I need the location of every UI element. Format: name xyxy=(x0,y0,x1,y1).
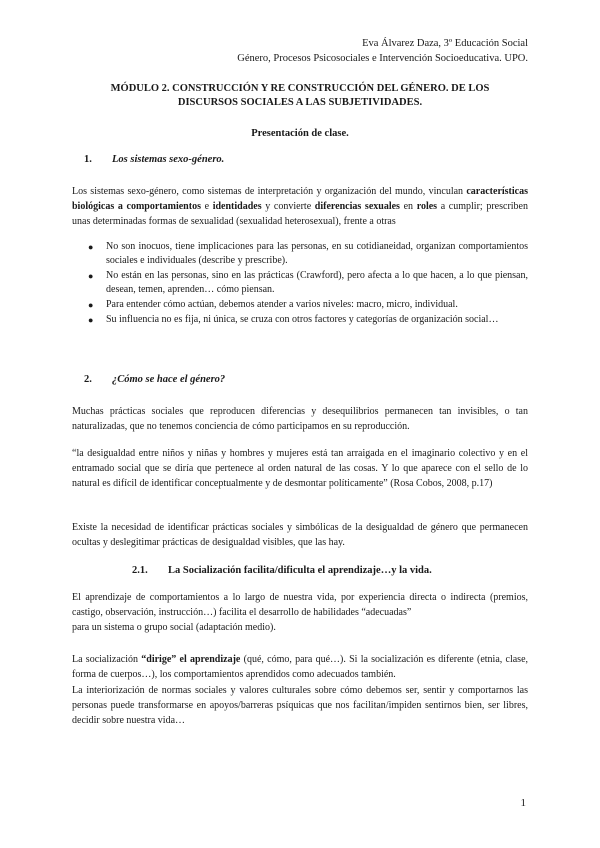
title-line-1: MÓDULO 2. CONSTRUCCIÓN Y RE CONSTRUCCIÓN DEL GÉNERO. DE LOS xyxy=(110,83,490,94)
section-2-1-title: La Socialización facilita/dificulta el aprendizaje…y la vida. xyxy=(168,565,432,576)
page-number: 1 xyxy=(520,797,526,809)
section-1-number: 1. xyxy=(84,154,92,165)
header-course: Género, Procesos Psicosociales e Intervención Socioeducativa. UPO. xyxy=(237,53,528,64)
section-1-bullet-list xyxy=(88,240,528,328)
list-item: ● No son inocuos, tiene implicaciones para las personas, en su cotidianeidad, organizan comportamientos sociales e individuales (describe y prescribe). xyxy=(88,240,528,268)
section-2-quote: “la desigualdad entre niños y niñas y hombres y mujeres está tan arraigada en el imaginario colectivo y en el entramado social que se diría que pertenece al orden natural de las cosas. Y lo que aparece con el sello de lo natural es difícil de identificar conceptualmente y de desmontar políticamente” (Rosa Cobos, 2008, p.17) xyxy=(72,448,528,489)
section-2-number: 2. xyxy=(84,374,92,385)
section-1-title: Los sistemas sexo-género. xyxy=(112,154,225,165)
list-item: ● No están en las personas, sino en las prácticas (Crawford), pero afecta a lo que hacen, a lo que piensan, desean, temen, aprenden… cómo piensan. xyxy=(88,269,528,297)
list-item: ● Su influencia no es fija, ni única, se cruza con otros factores y categorías de organización social… xyxy=(88,313,528,327)
section-2-1-paragraph-2: La socialización “dirige” el aprendizaje (qué, cómo, para qué…). Si la socialización es diferente (etnia, clase, forma de cuerpos…), los comportamientos aprendidos como adecuados también. xyxy=(72,654,529,680)
document-title xyxy=(60,82,540,110)
section-2-paragraph-2: Existe la necesidad de identificar prácticas sociales y simbólicas de la desigualdad de género que permanecen ocultas y deslegitimar prácticas de desigualdad visibles, que las hay. xyxy=(72,522,528,548)
title-line-2: DISCURSOS SOCIALES A LAS SUBJETIVIDADES. xyxy=(177,97,423,108)
section-2-title: ¿Cómo se hace el género? xyxy=(112,374,226,385)
section-2-1-heading xyxy=(132,565,432,576)
presentation-heading: Presentación de clase. xyxy=(251,128,349,139)
section-2-1-number: 2.1. xyxy=(132,565,148,576)
page-header xyxy=(237,36,528,66)
section-1-heading xyxy=(84,154,224,165)
section-2-heading xyxy=(84,374,225,385)
section-2-paragraph-1: Muchas prácticas sociales que reproducen diferencias y desequilibrios permanecen tan invisibles, o tan naturalizadas, que no tenemos conciencia de cómo participamos en su reproducción. xyxy=(72,406,528,432)
list-item: ● Para entender cómo actúan, debemos atender a varios niveles: macro, micro, individual. xyxy=(88,298,528,312)
section-1-paragraph: Los sistemas sexo-género, como sistemas de interpretación y organización del mundo, vinculan características biológicas a comportamientos e identidades y convierte diferencias sexuales en roles a cumplir; prescriben unas determinadas formas de sexualidad (sexualidad heterosexual), frente a otras xyxy=(72,186,528,227)
header-author: Eva Álvarez Daza, 3º Educación Social xyxy=(362,38,528,49)
section-2-1-paragraph-3: La interiorización de normas sociales y valores culturales sobre cómo debemos ser, sentir y comportarnos las personas puede transformarse en apoyos/barreras psíquicas que nos facilitan/impiden sentirnos bien, ser libres, decidir sobre nuestra vida… xyxy=(72,685,528,726)
section-2-1-paragraph-1: El aprendizaje de comportamientos a lo largo de nuestra vida, por experiencia directa o indirecta (premios, castigo, observación, instrucción…) facilita el desarrollo de habilidades “adecuadas” para un sistema o grupo social (adaptación medio). xyxy=(72,592,528,633)
